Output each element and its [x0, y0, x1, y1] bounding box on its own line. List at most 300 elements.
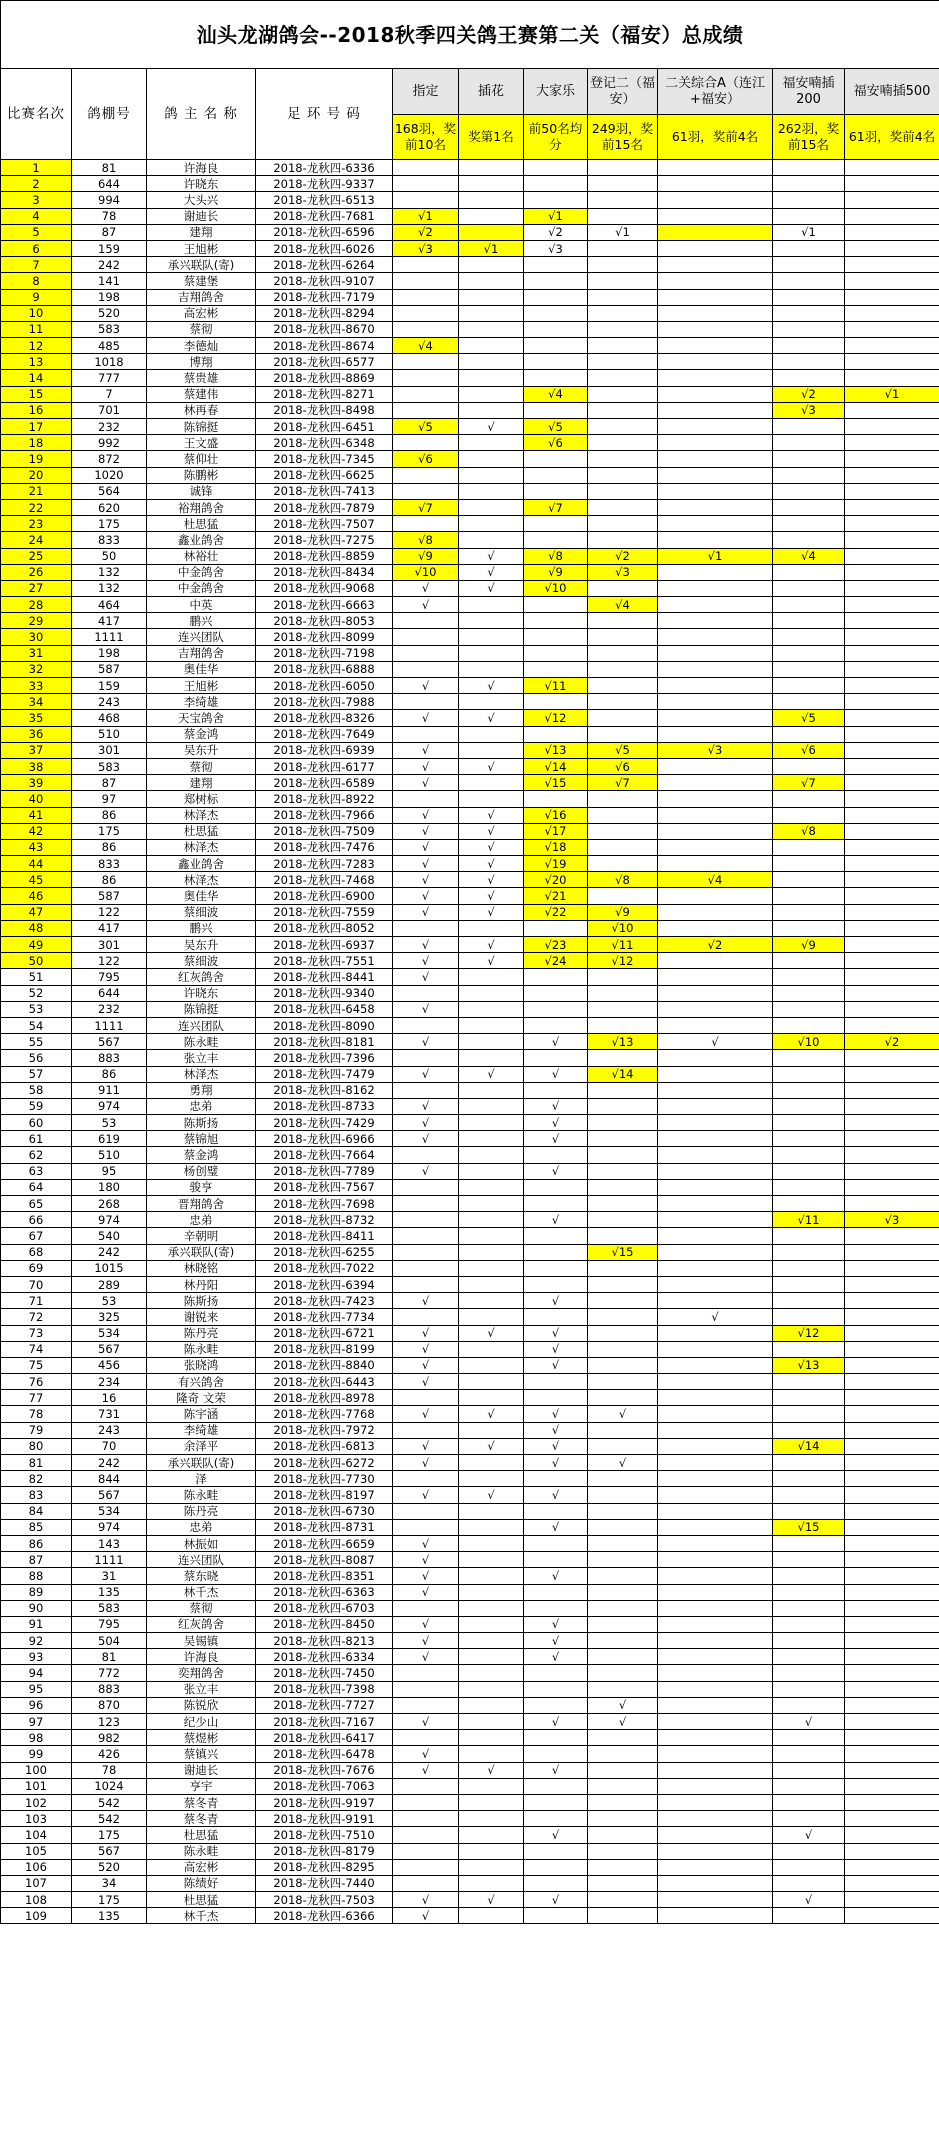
cell-chahua	[459, 1341, 524, 1357]
table-row	[1, 920, 939, 936]
cell-chahua	[459, 1422, 524, 1438]
cell-nancha200	[773, 1276, 845, 1292]
table-row	[1, 1519, 939, 1535]
cell-combined-a	[658, 1390, 773, 1406]
cell-dajiale	[524, 1228, 588, 1244]
cell-ring: 2018-龙秋四-6513	[256, 192, 393, 208]
cell-nancha500	[845, 1859, 939, 1875]
cell-register2	[588, 467, 658, 483]
cell-rank: 13	[1, 354, 72, 370]
cell-rank: 76	[1, 1374, 72, 1390]
cell-register2	[588, 1875, 658, 1891]
cell-designated: √	[393, 1535, 459, 1551]
cell-ring: 2018-龙秋四-6703	[256, 1600, 393, 1616]
cell-owner: 蔡细波	[147, 953, 256, 969]
cell-loft: 567	[72, 1843, 147, 1859]
cell-loft: 795	[72, 1616, 147, 1632]
cell-loft: 731	[72, 1406, 147, 1422]
cell-designated	[393, 1422, 459, 1438]
cell-nancha500	[845, 1584, 939, 1600]
cell-register2: √11	[588, 937, 658, 953]
cell-chahua: √	[459, 953, 524, 969]
cell-ring: 2018-龙秋四-6417	[256, 1730, 393, 1746]
cell-owner: 谢迪长	[147, 1762, 256, 1778]
cell-dajiale	[524, 1730, 588, 1746]
cell-ring: 2018-龙秋四-6663	[256, 597, 393, 613]
cell-designated: √	[393, 1633, 459, 1649]
cell-nancha200	[773, 1649, 845, 1665]
table-row	[1, 678, 939, 694]
cell-loft: 86	[72, 1066, 147, 1082]
cell-combined-a	[658, 1131, 773, 1147]
cell-rank: 106	[1, 1859, 72, 1875]
cell-register2	[588, 1843, 658, 1859]
cell-dajiale	[524, 176, 588, 192]
cell-combined-a	[658, 305, 773, 321]
cell-owner: 张晓鸿	[147, 1357, 256, 1373]
cell-nancha200	[773, 435, 845, 451]
cell-rank: 95	[1, 1681, 72, 1697]
cell-designated	[393, 1260, 459, 1276]
cell-nancha200	[773, 1374, 845, 1390]
cell-register2	[588, 1228, 658, 1244]
cell-loft: 567	[72, 1341, 147, 1357]
cell-dajiale: √	[524, 1649, 588, 1665]
table-row	[1, 1406, 939, 1422]
cell-chahua	[459, 1147, 524, 1163]
cell-dajiale: √	[524, 1325, 588, 1341]
cell-designated	[393, 1600, 459, 1616]
cell-loft: 883	[72, 1681, 147, 1697]
cell-owner: 杜思猛	[147, 516, 256, 532]
cell-nancha500	[845, 1827, 939, 1843]
cell-nancha500	[845, 613, 939, 629]
cell-register2	[588, 1001, 658, 1017]
cell-designated	[393, 1196, 459, 1212]
cell-designated: √	[393, 1584, 459, 1600]
cell-owner: 中英	[147, 597, 256, 613]
cell-loft: 426	[72, 1746, 147, 1762]
cell-designated	[393, 1212, 459, 1228]
cell-nancha500	[845, 791, 939, 807]
cell-nancha500	[845, 1616, 939, 1632]
cell-dajiale: √	[524, 1357, 588, 1373]
cell-rank: 1	[1, 160, 72, 176]
cell-ring: 2018-龙秋四-8674	[256, 338, 393, 354]
table-row	[1, 1681, 939, 1697]
cell-nancha500	[845, 483, 939, 499]
cell-ring: 2018-龙秋四-8326	[256, 710, 393, 726]
cell-owner: 许晓东	[147, 176, 256, 192]
cell-chahua	[459, 1794, 524, 1810]
cell-owner: 承兴联队(寄)	[147, 1244, 256, 1260]
cell-combined-a	[658, 791, 773, 807]
cell-register2	[588, 499, 658, 515]
cell-dajiale	[524, 451, 588, 467]
cell-nancha500	[845, 694, 939, 710]
cell-designated: √	[393, 904, 459, 920]
cell-register2	[588, 1600, 658, 1616]
cell-combined-a	[658, 321, 773, 337]
cell-register2: √10	[588, 920, 658, 936]
cell-loft: 1020	[72, 467, 147, 483]
cell-nancha500	[845, 1811, 939, 1827]
cell-owner: 陈永畦	[147, 1843, 256, 1859]
cell-rank: 25	[1, 548, 72, 564]
cell-loft: 583	[72, 321, 147, 337]
cell-chahua: √1	[459, 240, 524, 256]
cell-nancha500	[845, 742, 939, 758]
cell-dajiale: √12	[524, 710, 588, 726]
cell-chahua	[459, 1875, 524, 1891]
cell-designated: √	[393, 1438, 459, 1454]
cell-chahua	[459, 742, 524, 758]
cell-ring: 2018-龙秋四-8181	[256, 1034, 393, 1050]
cell-ring: 2018-龙秋四-6443	[256, 1374, 393, 1390]
cell-designated: √	[393, 580, 459, 596]
cell-nancha500	[845, 1422, 939, 1438]
cell-nancha200	[773, 1147, 845, 1163]
cell-designated	[393, 386, 459, 402]
cell-nancha500	[845, 597, 939, 613]
cell-combined-a	[658, 1746, 773, 1762]
cell-register2	[588, 1616, 658, 1632]
cell-owner: 鹏兴	[147, 613, 256, 629]
cell-nancha500	[845, 937, 939, 953]
cell-rank: 51	[1, 969, 72, 985]
cell-designated: √	[393, 937, 459, 953]
cell-loft: 78	[72, 1762, 147, 1778]
cell-nancha200: √13	[773, 1357, 845, 1373]
cell-ring: 2018-龙秋四-7423	[256, 1293, 393, 1309]
cell-loft: 175	[72, 516, 147, 532]
cell-dajiale: √2	[524, 224, 588, 240]
cell-ring: 2018-龙秋四-7676	[256, 1762, 393, 1778]
cell-chahua	[459, 1034, 524, 1050]
cell-chahua	[459, 499, 524, 515]
cell-nancha200: √12	[773, 1325, 845, 1341]
cell-dajiale	[524, 467, 588, 483]
cell-nancha200	[773, 1293, 845, 1309]
cell-combined-a	[658, 969, 773, 985]
cell-chahua	[459, 354, 524, 370]
cell-designated: √	[393, 1455, 459, 1471]
cell-combined-a	[658, 1778, 773, 1794]
cell-loft: 242	[72, 257, 147, 273]
cell-chahua	[459, 791, 524, 807]
cell-combined-a	[658, 467, 773, 483]
cell-nancha200	[773, 791, 845, 807]
cell-ring: 2018-龙秋四-7988	[256, 694, 393, 710]
cell-nancha200	[773, 321, 845, 337]
cell-nancha500	[845, 1390, 939, 1406]
table-row	[1, 1633, 939, 1649]
cell-combined-a	[658, 678, 773, 694]
cell-ring: 2018-龙秋四-7789	[256, 1163, 393, 1179]
cell-rank: 80	[1, 1438, 72, 1454]
cell-nancha200	[773, 953, 845, 969]
cell-register2	[588, 1374, 658, 1390]
cell-rank: 52	[1, 985, 72, 1001]
cell-owner: 鑫业鸽舍	[147, 856, 256, 872]
cell-chahua	[459, 1714, 524, 1730]
table-row	[1, 160, 939, 176]
cell-loft: 135	[72, 1908, 147, 1924]
cell-nancha500	[845, 1600, 939, 1616]
cell-nancha500	[845, 1276, 939, 1292]
cell-nancha500	[845, 1535, 939, 1551]
cell-combined-a	[658, 1892, 773, 1908]
cell-chahua	[459, 1050, 524, 1066]
cell-nancha500	[845, 1730, 939, 1746]
cell-loft: 325	[72, 1309, 147, 1325]
cell-combined-a	[658, 1568, 773, 1584]
cell-loft: 1018	[72, 354, 147, 370]
cell-ring: 2018-龙秋四-6937	[256, 937, 393, 953]
cell-register2	[588, 305, 658, 321]
table-row	[1, 1001, 939, 1017]
table-row	[1, 1778, 939, 1794]
cell-register2: √13	[588, 1034, 658, 1050]
cell-designated: √	[393, 1908, 459, 1924]
cell-rank: 65	[1, 1196, 72, 1212]
cell-designated: √4	[393, 338, 459, 354]
cell-rank: 100	[1, 1762, 72, 1778]
table-row	[1, 1341, 939, 1357]
header-loft: 鸽棚号	[72, 69, 147, 160]
cell-owner: 蔡细波	[147, 904, 256, 920]
cell-nancha200	[773, 305, 845, 321]
cell-loft: 534	[72, 1503, 147, 1519]
cell-loft: 844	[72, 1471, 147, 1487]
cell-chahua: √	[459, 872, 524, 888]
cell-dajiale	[524, 645, 588, 661]
cell-nancha200	[773, 629, 845, 645]
cell-combined-a	[658, 758, 773, 774]
cell-nancha500	[845, 1503, 939, 1519]
cell-nancha500	[845, 467, 939, 483]
cell-combined-a	[658, 1584, 773, 1600]
table-row	[1, 273, 939, 289]
cell-dajiale	[524, 920, 588, 936]
cell-chahua	[459, 726, 524, 742]
cell-loft: 872	[72, 451, 147, 467]
cell-nancha500	[845, 338, 939, 354]
cell-nancha200	[773, 1778, 845, 1794]
cell-register2	[588, 1212, 658, 1228]
cell-dajiale	[524, 1584, 588, 1600]
cell-combined-a	[658, 613, 773, 629]
cell-designated	[393, 661, 459, 677]
cell-nancha500	[845, 807, 939, 823]
cell-ring: 2018-龙秋四-7345	[256, 451, 393, 467]
cell-designated	[393, 1811, 459, 1827]
cell-nancha200	[773, 1196, 845, 1212]
cell-designated	[393, 613, 459, 629]
cell-owner: 杜思猛	[147, 1892, 256, 1908]
cell-loft: 520	[72, 305, 147, 321]
cell-nancha500	[845, 1374, 939, 1390]
cell-rank: 66	[1, 1212, 72, 1228]
table-row	[1, 1455, 939, 1471]
cell-loft: 78	[72, 208, 147, 224]
cell-nancha200	[773, 758, 845, 774]
cell-ring: 2018-龙秋四-7966	[256, 807, 393, 823]
table-row	[1, 1179, 939, 1195]
cell-dajiale: √	[524, 1519, 588, 1535]
table-row	[1, 791, 939, 807]
cell-owner: 吉翔鸽舍	[147, 289, 256, 305]
cell-chahua	[459, 1244, 524, 1260]
cell-designated: √7	[393, 499, 459, 515]
cell-loft: 644	[72, 985, 147, 1001]
cell-dajiale	[524, 1778, 588, 1794]
cell-rank: 45	[1, 872, 72, 888]
cell-rank: 59	[1, 1098, 72, 1114]
table-row	[1, 953, 939, 969]
cell-register2	[588, 1827, 658, 1843]
cell-owner: 林千杰	[147, 1584, 256, 1600]
cell-loft: 982	[72, 1730, 147, 1746]
cell-nancha500	[845, 1519, 939, 1535]
table-row	[1, 1908, 939, 1924]
cell-dajiale	[524, 1681, 588, 1697]
cell-ring: 2018-龙秋四-7468	[256, 872, 393, 888]
cell-nancha200	[773, 1341, 845, 1357]
cell-nancha200	[773, 1746, 845, 1762]
cell-designated: √	[393, 678, 459, 694]
table-row	[1, 1244, 939, 1260]
cell-ring: 2018-龙秋四-8441	[256, 969, 393, 985]
cell-ring: 2018-龙秋四-6888	[256, 661, 393, 677]
cell-nancha200	[773, 338, 845, 354]
cell-chahua	[459, 160, 524, 176]
cell-designated: √9	[393, 548, 459, 564]
cell-loft: 301	[72, 937, 147, 953]
cell-chahua	[459, 1001, 524, 1017]
table-row	[1, 289, 939, 305]
cell-register2	[588, 807, 658, 823]
cell-chahua	[459, 645, 524, 661]
cell-combined-a	[658, 160, 773, 176]
cell-combined-a	[658, 1050, 773, 1066]
cell-ring: 2018-龙秋四-8090	[256, 1017, 393, 1033]
cell-designated: √	[393, 775, 459, 791]
cell-loft: 198	[72, 645, 147, 661]
cell-nancha200	[773, 726, 845, 742]
cell-loft: 16	[72, 1390, 147, 1406]
cell-nancha200	[773, 1406, 845, 1422]
cell-chahua: √	[459, 1406, 524, 1422]
cell-combined-a	[658, 1455, 773, 1471]
cell-ring: 2018-龙秋四-6264	[256, 257, 393, 273]
cell-register2	[588, 402, 658, 418]
cell-nancha500	[845, 661, 939, 677]
cell-nancha500	[845, 1455, 939, 1471]
table-row	[1, 775, 939, 791]
cell-rank: 28	[1, 597, 72, 613]
cell-owner: 蔡建伟	[147, 386, 256, 402]
cell-designated	[393, 1665, 459, 1681]
cell-dajiale: √	[524, 1098, 588, 1114]
table-row	[1, 548, 939, 564]
cell-nancha500	[845, 1228, 939, 1244]
cell-loft: 772	[72, 1665, 147, 1681]
note-col-nancha200: 262羽，奖前15名	[773, 115, 845, 160]
cell-chahua	[459, 483, 524, 499]
cell-dajiale	[524, 1535, 588, 1551]
cell-loft: 141	[72, 273, 147, 289]
cell-nancha500	[845, 856, 939, 872]
cell-designated	[393, 1471, 459, 1487]
cell-ring: 2018-龙秋四-9340	[256, 985, 393, 1001]
cell-designated: √	[393, 1034, 459, 1050]
cell-nancha500	[845, 645, 939, 661]
cell-ring: 2018-龙秋四-6625	[256, 467, 393, 483]
cell-ring: 2018-龙秋四-7413	[256, 483, 393, 499]
cell-owner: 勇翔	[147, 1082, 256, 1098]
cell-dajiale	[524, 273, 588, 289]
cell-designated: √	[393, 969, 459, 985]
cell-register2	[588, 726, 658, 742]
cell-dajiale	[524, 192, 588, 208]
cell-nancha500	[845, 1293, 939, 1309]
cell-loft: 619	[72, 1131, 147, 1147]
cell-chahua	[459, 1616, 524, 1632]
cell-rank: 89	[1, 1584, 72, 1600]
cell-rank: 69	[1, 1260, 72, 1276]
cell-register2: √15	[588, 1244, 658, 1260]
cell-ring: 2018-龙秋四-7879	[256, 499, 393, 515]
cell-register2	[588, 1778, 658, 1794]
cell-ring: 2018-龙秋四-8271	[256, 386, 393, 402]
cell-register2	[588, 451, 658, 467]
cell-register2	[588, 969, 658, 985]
cell-designated: √	[393, 1131, 459, 1147]
cell-owner: 林晓铭	[147, 1260, 256, 1276]
cell-ring: 2018-龙秋四-8199	[256, 1341, 393, 1357]
cell-nancha500	[845, 160, 939, 176]
cell-combined-a	[658, 1374, 773, 1390]
cell-combined-a	[658, 1422, 773, 1438]
cell-dajiale	[524, 1147, 588, 1163]
results-body	[1, 160, 939, 1924]
cell-combined-a	[658, 1196, 773, 1212]
table-row	[1, 856, 939, 872]
cell-designated: √	[393, 872, 459, 888]
cell-owner: 林泽杰	[147, 872, 256, 888]
cell-chahua	[459, 289, 524, 305]
cell-register2	[588, 1471, 658, 1487]
cell-owner: 承兴联队(寄)	[147, 257, 256, 273]
cell-ring: 2018-龙秋四-8869	[256, 370, 393, 386]
cell-rank: 8	[1, 273, 72, 289]
cell-nancha500	[845, 1244, 939, 1260]
cell-dajiale	[524, 1552, 588, 1568]
cell-loft: 87	[72, 224, 147, 240]
cell-nancha500	[845, 1131, 939, 1147]
cell-dajiale	[524, 1697, 588, 1713]
cell-combined-a	[658, 1017, 773, 1033]
cell-nancha500	[845, 1406, 939, 1422]
cell-ring: 2018-龙秋四-8197	[256, 1487, 393, 1503]
cell-designated: √	[393, 1325, 459, 1341]
cell-nancha200	[773, 904, 845, 920]
cell-combined-a	[658, 1406, 773, 1422]
cell-designated	[393, 1503, 459, 1519]
cell-register2: √9	[588, 904, 658, 920]
cell-chahua	[459, 1503, 524, 1519]
